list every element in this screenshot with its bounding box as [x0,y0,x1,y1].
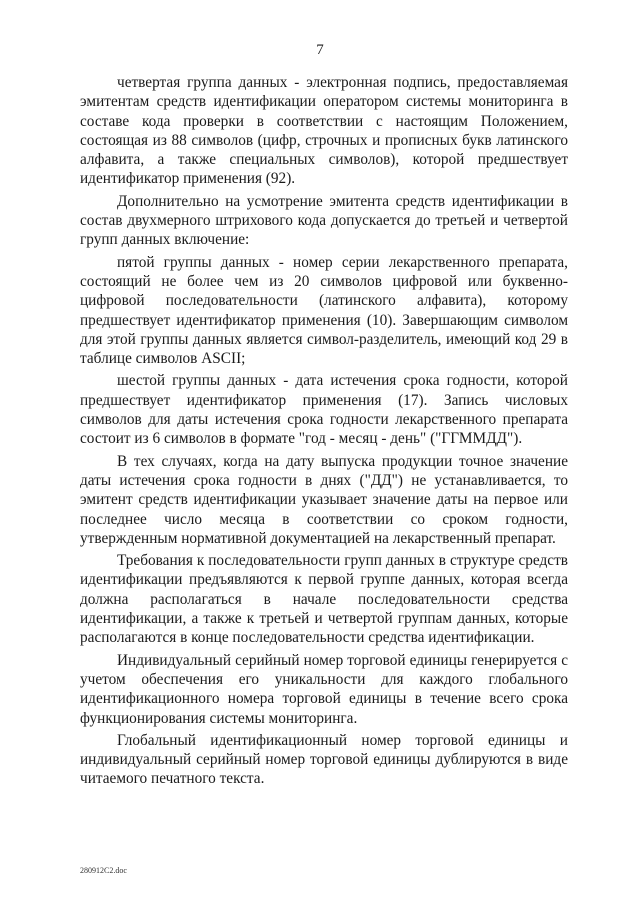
paragraph: Индивидуальный серийный номер торговой единицы генерируется с учетом обеспечения его уникальности для каждого глобального идентификационного номера торговой единицы в течение всего срока функционирования системы мониторинга. [80,651,568,727]
paragraph: Дополнительно на усмотрение эмитента средств идентификации в состав двухмерного штрихового кода допускается до третьей и четвертой групп данных включение: [80,192,568,249]
footer-filename: 280912C2.doc [80,866,127,875]
paragraph: Требования к последовательности групп данных в структуре средств идентификации предъявляются к первой группе данных, которая всегда должна располагаться в начале последовательности средства идентификации, а также к третьей и четвертой группам данных, которые располагаются в конце последовательности средства идентификации. [80,552,568,647]
paragraph: Глобальный идентификационный номер торговой единицы и индивидуальный серийный номер торговой единицы дублируются в виде читаемого печатного текста. [80,731,568,788]
page-number: 7 [316,42,324,58]
document-body [80,73,568,792]
paragraph: В тех случаях, когда на дату выпуска продукции точное значение даты истечения срока годности в днях ("ДД") не устанавливается, то эмитент средств идентификации указывает значение даты на первое или последнее число месяца в соответствии со сроком годности, утвержденным нормативной документацией на лекарственный препарат. [80,452,568,547]
paragraph: шестой группы данных - дата истечения срока годности, которой предшествует идентификатор применения (17). Запись числовых символов для даты истечения срока годности лекарственного препарата состоит из 6 символов в формате "год - месяц - день" ("ГГММДД"). [80,372,568,448]
paragraph: четвертая группа данных - электронная подпись, предоставляемая эмитентам средств идентификации оператором системы мониторинга в составе кода проверки в соответствии с настоящим Положением, состоящая из 88 символов (цифр, строчных и прописных букв латинского алфавита, а также специальных символов), которой предшествует идентификатор применения (92). [80,74,568,188]
paragraph: пятой группы данных - номер серии лекарственного препарата, состоящий не более чем из 20 символов цифровой или буквенно-цифровой последовательности (латинского алфавита), которому предшествует идентификатор применения (10). Завершающим символом для этой группы данных является символ-разделитель, имеющий код 29 в таблице символов ASCII; [80,253,568,368]
